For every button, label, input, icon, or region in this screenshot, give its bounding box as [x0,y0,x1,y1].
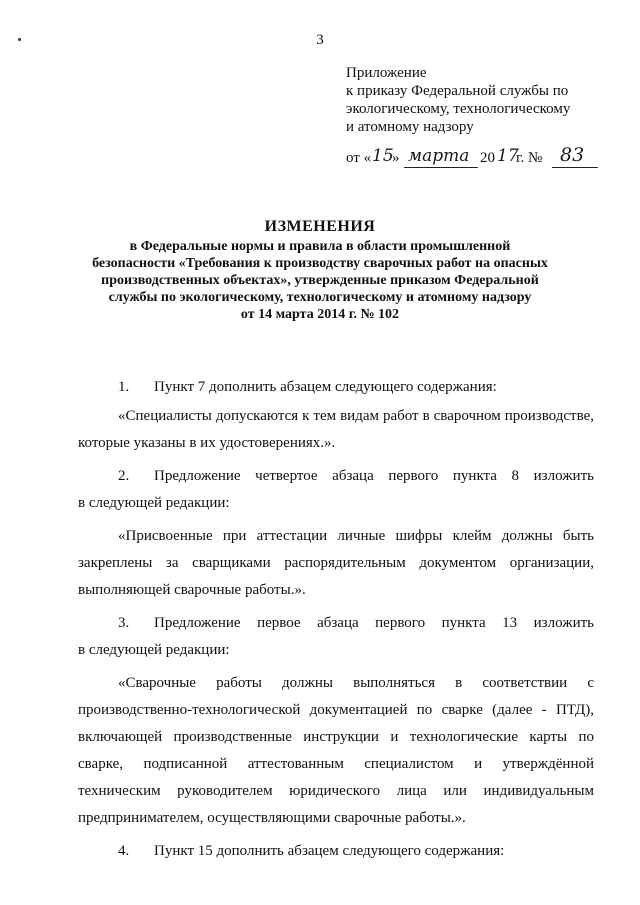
subtitle-line: в Федеральные нормы и правила в области промышленной [129,239,511,254]
order-year-suffix: 17 [497,146,519,166]
order-prefix: от « [346,150,372,166]
order-day: 15 [372,146,394,166]
item-number: 4. [118,843,130,859]
quote-paragraph: «Специалисты допускаются к тем видам работ в сварочном производстве, которые указаны в их удостоверениях.». [78,408,594,451]
quote-paragraph: «Присвоенные при аттестации личные шифры клейм должны быть закреплены за сварщиками распорядительным документом организации, выполняющей сварочные работы.». [78,528,594,598]
approval-block [346,64,570,136]
item-text: Пункт 7 дополнить абзацем следующего содержания: [154,379,497,395]
item-continuation: в следующей редакции: [78,495,230,511]
month-underline [404,167,478,168]
title-block [60,218,580,323]
subtitle-line: производственных объектах», утвержденные приказом Федеральной [101,273,539,288]
order-year-unit: г. № [516,150,543,166]
item-text: Пункт 15 дополнить абзацем следующего содержания: [154,843,505,859]
document-body [78,368,594,865]
list-item [78,374,594,401]
subtitle-line: службы по экологическому, технологическому и атомному надзору [108,290,532,305]
order-year-prefix: 20 [480,150,495,166]
item-number: 2. [118,468,130,484]
item-number: 3. [118,615,130,631]
item-continuation: в следующей редакции: [78,642,230,658]
approval-line: Приложение [346,65,427,81]
list-item [78,838,594,865]
subtitle-line: безопасности «Требования к производству сварочных работ на опасных [92,256,548,271]
order-day-close: » [392,150,400,166]
subtitle-line: от 14 марта 2014 г. № 102 [240,307,400,322]
approval-line: экологическому, технологическому [346,101,571,117]
list-item [78,463,594,490]
document-subtitle [60,238,580,323]
number-underline [552,167,598,168]
document-title: ИЗМЕНЕНИЯ [264,218,376,235]
order-number: 83 [560,144,585,166]
order-date-number [346,142,626,168]
approval-line: и атомному надзору [346,119,474,135]
item-text: Предложение первое абзаца первого пункта 13 изложить [154,615,594,631]
list-item [78,610,594,637]
approval-line: к приказу Федеральной службы по [346,83,569,99]
order-month: марта [408,146,470,166]
quote-paragraph: «Сварочные работы должны выполняться в соответствии с производственно-технологической документацией по сварке (далее - ПТД), включающей производственные инструкции и технологические карты по сварке, подписанной аттестованным специалистом и утверждённой техническим руководителем юридического лица или индивидуальным предпринимателем, осуществляющими сварочные работы.». [78,675,594,826]
item-text: Предложение четвертое абзаца первого пункта 8 изложить [154,468,594,484]
item-number: 1. [118,379,130,395]
page-number: 3 [316,32,324,48]
